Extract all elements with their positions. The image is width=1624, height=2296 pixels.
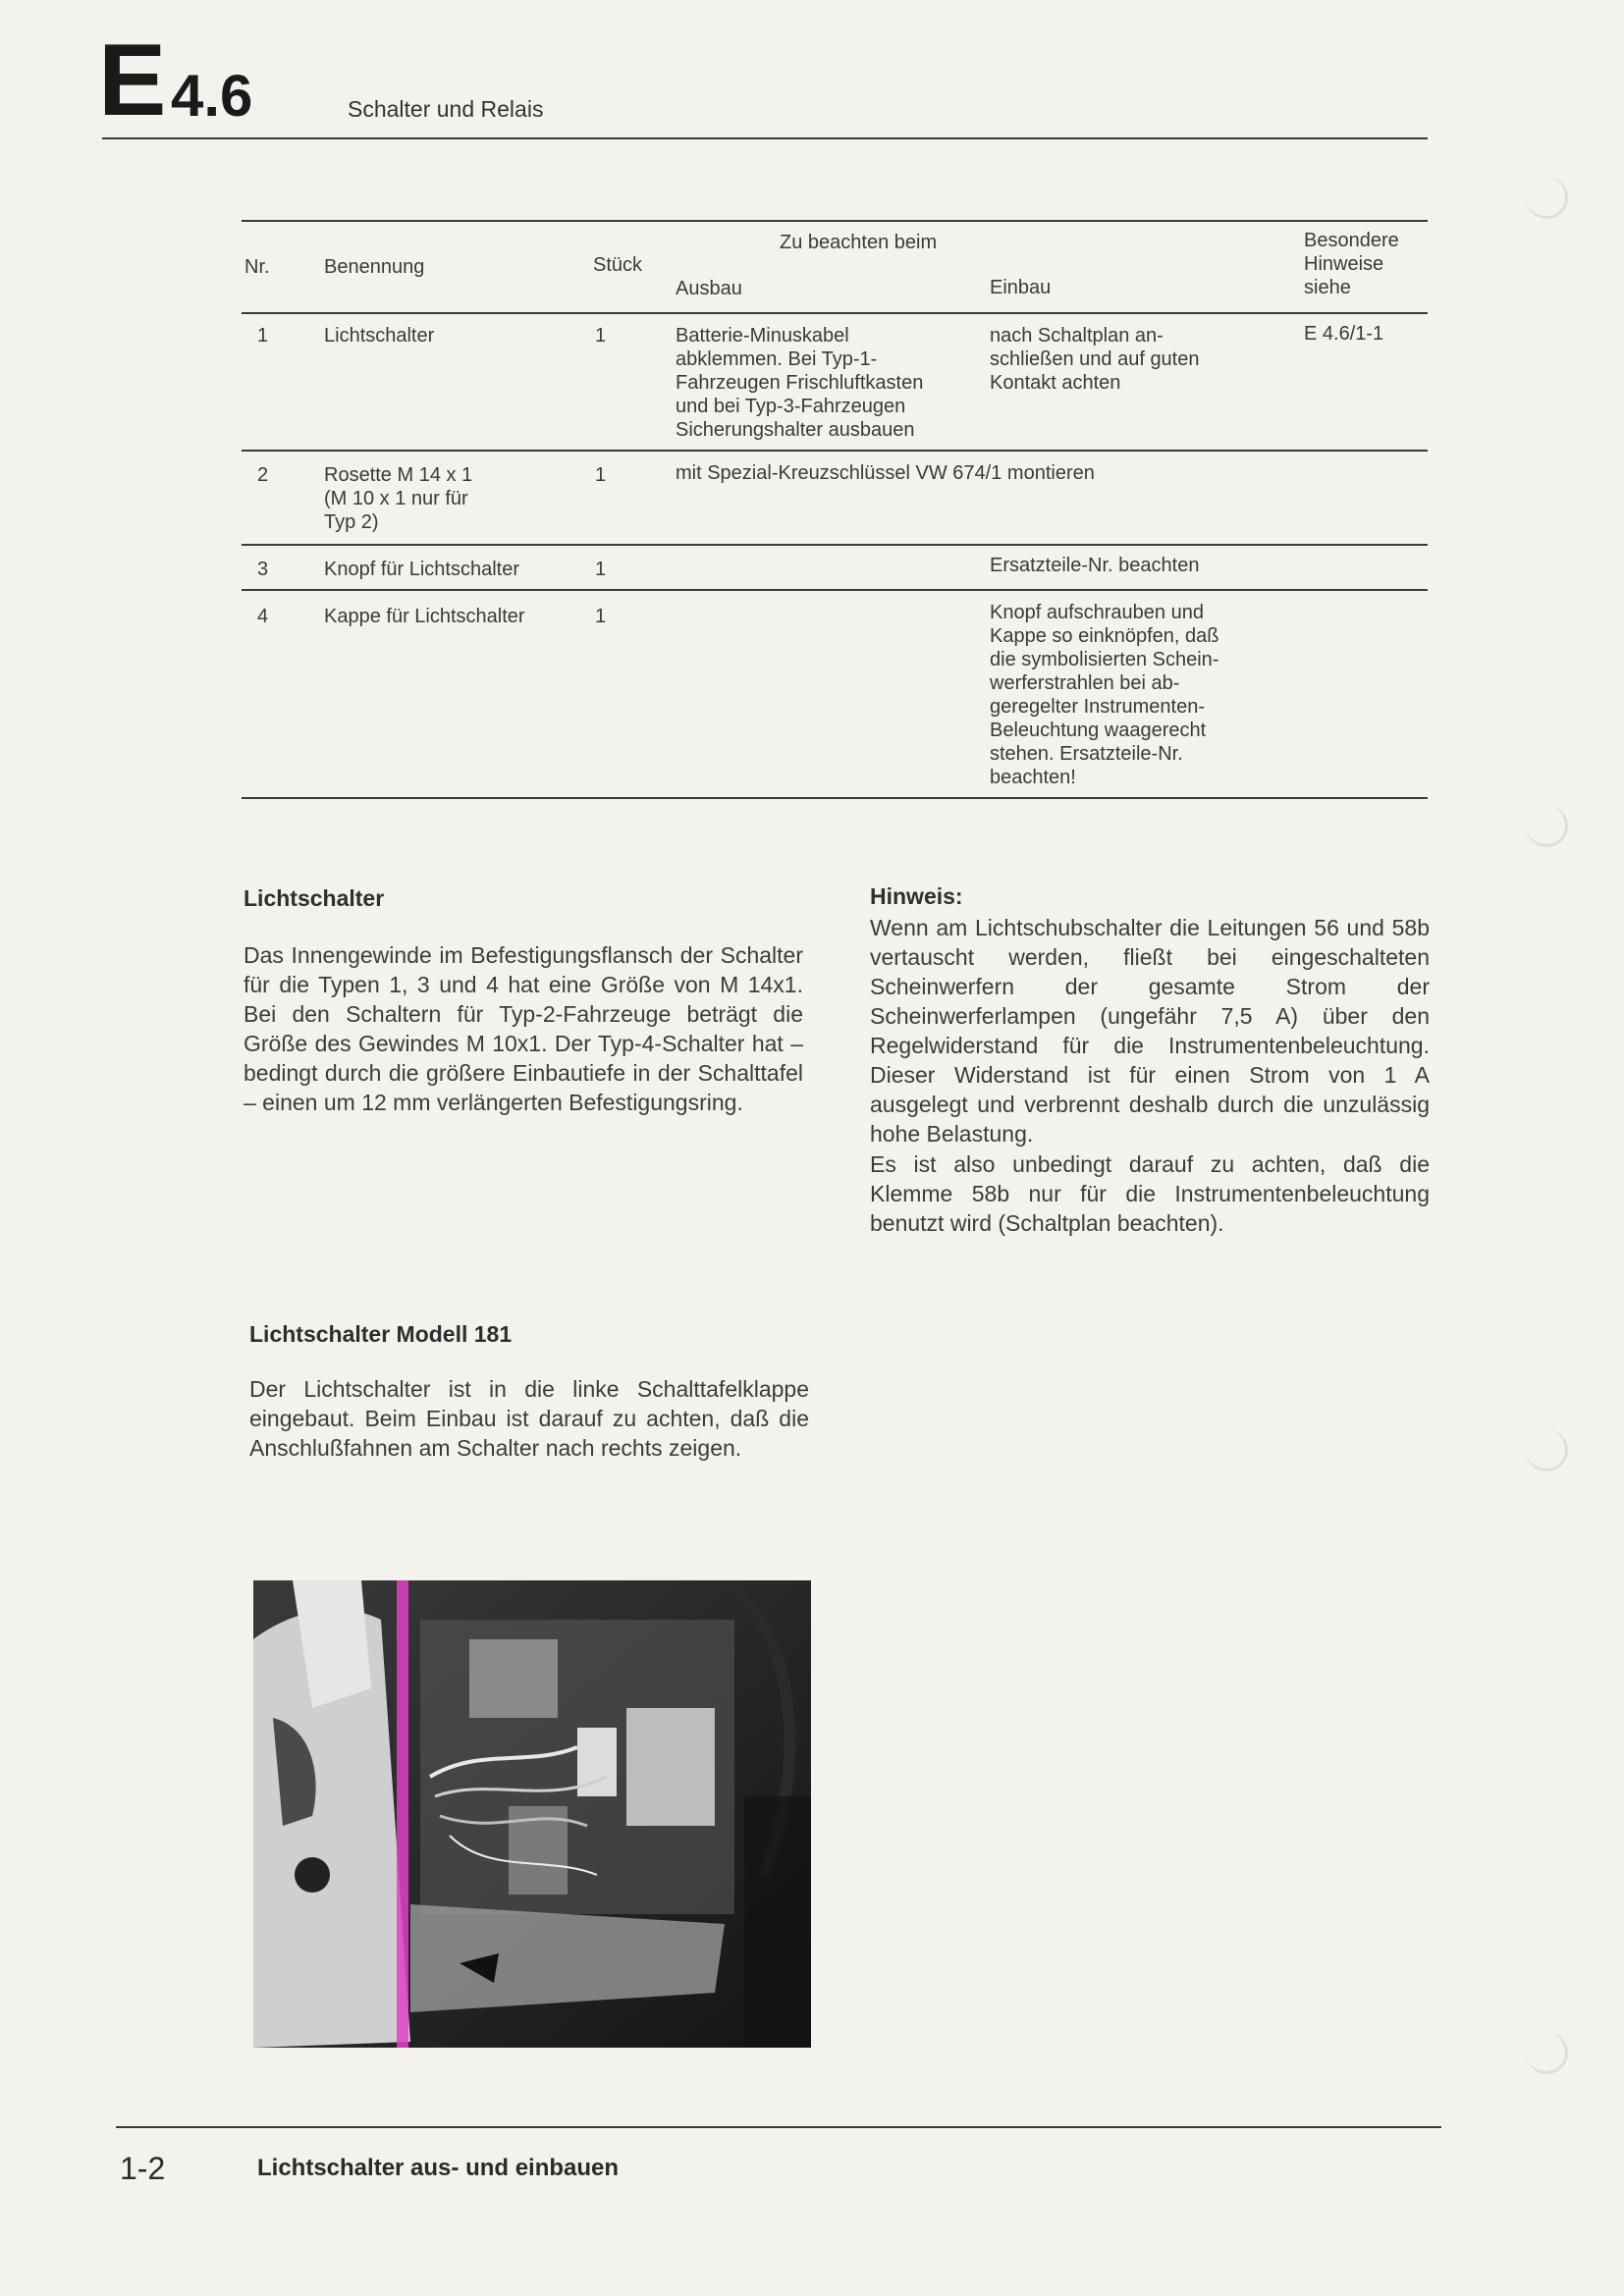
- hinweis-text-2: Es ist also unbedingt darauf zu achten, daß die Klemme 58b nur für die Instrumentenbeleuchtung benutzt wird (Schaltplan beachten).: [870, 1151, 1430, 1236]
- hinweis-text-1: Wenn am Lichtschubschalter die Leitungen 56 und 58b vertauscht werden, fließt bei eingeschalteten Scheinwerfern der gesamte Strom der Scheinwerferlampen (ungefähr 7,5 A) über den Regelwiderstand für die Instrumentenbeleuchtung. Dieser Widerstand ist für einen Strom von 1 A ausgelegt und verbrennt deshalb durch die unzulässig hohe Belastung.: [870, 915, 1430, 1147]
- punch-hole: [1526, 2032, 1568, 2074]
- footer-title: Lichtschalter aus- und einbauen: [257, 2155, 620, 2181]
- row-3-benennung: Knopf für Lichtschalter: [324, 559, 519, 580]
- col-header-ausbau: Ausbau: [676, 278, 742, 299]
- table-header-rule: [242, 312, 1428, 314]
- row-2-montage: mit Spezial-Kreuzschlüssel VW 674/1 montieren: [676, 462, 1095, 484]
- row-3-rule: [242, 589, 1428, 591]
- row-3-stueck: 1: [595, 559, 607, 580]
- row-2-nr: 2: [257, 464, 269, 486]
- punch-hole: [1526, 805, 1568, 847]
- page-number: 1-2: [120, 2151, 166, 2186]
- section-letter: E: [98, 24, 165, 137]
- col-header-stueck: Stück: [593, 254, 643, 276]
- col-header-zu-beachten: Zu beachten beim: [780, 232, 938, 253]
- page-title: Schalter und Relais: [348, 96, 544, 122]
- row-4-einbau: Knopf aufschrauben und Kappe so einknöpfen, daß die symbolisierten Schein- werferstrahlen bei ab- geregelter Instrumenten- Beleuchtung waagerecht stehen. Ersatzteile-Nr. beachten!: [990, 602, 1219, 788]
- hinweis-heading: Hinweis:: [870, 883, 963, 909]
- modell181-heading: Lichtschalter Modell 181: [249, 1321, 513, 1347]
- col-header-benennung: Benennung: [324, 256, 425, 278]
- row-4-stueck: 1: [595, 606, 607, 627]
- row-2-benennung: Rosette M 14 x 1 (M 10 x 1 nur für Typ 2): [324, 464, 473, 533]
- punch-hole: [1526, 177, 1568, 219]
- row-4-benennung: Kappe für Lichtschalter: [324, 606, 525, 627]
- modell181-text: Der Lichtschalter ist in die linke Schalttafelklappe eingebaut. Beim Einbau ist darauf zu achten, daß die Anschlußfahnen am Schalter nach rechts zeigen.: [249, 1376, 809, 1461]
- switch-installation-photo: [253, 1580, 811, 2048]
- row-1-benennung: Lichtschalter: [324, 325, 435, 347]
- row-1-nr: 1: [257, 325, 269, 347]
- photo-illustration: [253, 1580, 811, 2048]
- row-1-hinweise: E 4.6/1-1: [1304, 323, 1384, 345]
- row-2-rule: [242, 544, 1428, 546]
- table-bottom-rule: [242, 797, 1428, 799]
- col-header-einbau: Einbau: [990, 277, 1052, 298]
- row-1-rule: [242, 450, 1428, 452]
- header-rule: [102, 137, 1428, 139]
- table-top-rule: [242, 220, 1428, 222]
- row-4-nr: 4: [257, 606, 269, 627]
- col-header-hinweise: Besondere Hinweise siehe: [1304, 230, 1399, 298]
- row-1-stueck: 1: [595, 325, 607, 347]
- row-1-einbau: nach Schaltplan an- schließen und auf guten Kontakt achten: [990, 325, 1200, 394]
- col-header-nr: Nr.: [244, 256, 270, 278]
- lichtschalter-text: Das Innengewinde im Befestigungsflansch der Schalter für die Typen 1, 3 und 4 hat eine Größe von M 14x1. Bei den Schaltern für Typ-2-Fahrzeuge beträgt die Größe des Gewindes M 10x1. Der Typ-4-Schalter hat – bedingt durch die größere Einbautiefe in der Schalttafel – einen um 12 mm verlängerten Befestigungsring.: [244, 942, 803, 1115]
- punch-hole: [1526, 1429, 1568, 1471]
- lichtschalter-heading: Lichtschalter: [244, 885, 385, 911]
- row-3-nr: 3: [257, 559, 269, 580]
- row-1-ausbau: Batterie-Minuskabel abklemmen. Bei Typ-1- Fahrzeugen Frischluftkasten und bei Typ-3-Fahrzeugen Sicherungshalter ausbauen: [676, 325, 924, 441]
- section-number: 4.6: [171, 63, 253, 129]
- row-2-stueck: 1: [595, 464, 607, 486]
- footer-rule: [116, 2126, 1441, 2128]
- row-3-einbau: Ersatzteile-Nr. beachten: [990, 555, 1200, 576]
